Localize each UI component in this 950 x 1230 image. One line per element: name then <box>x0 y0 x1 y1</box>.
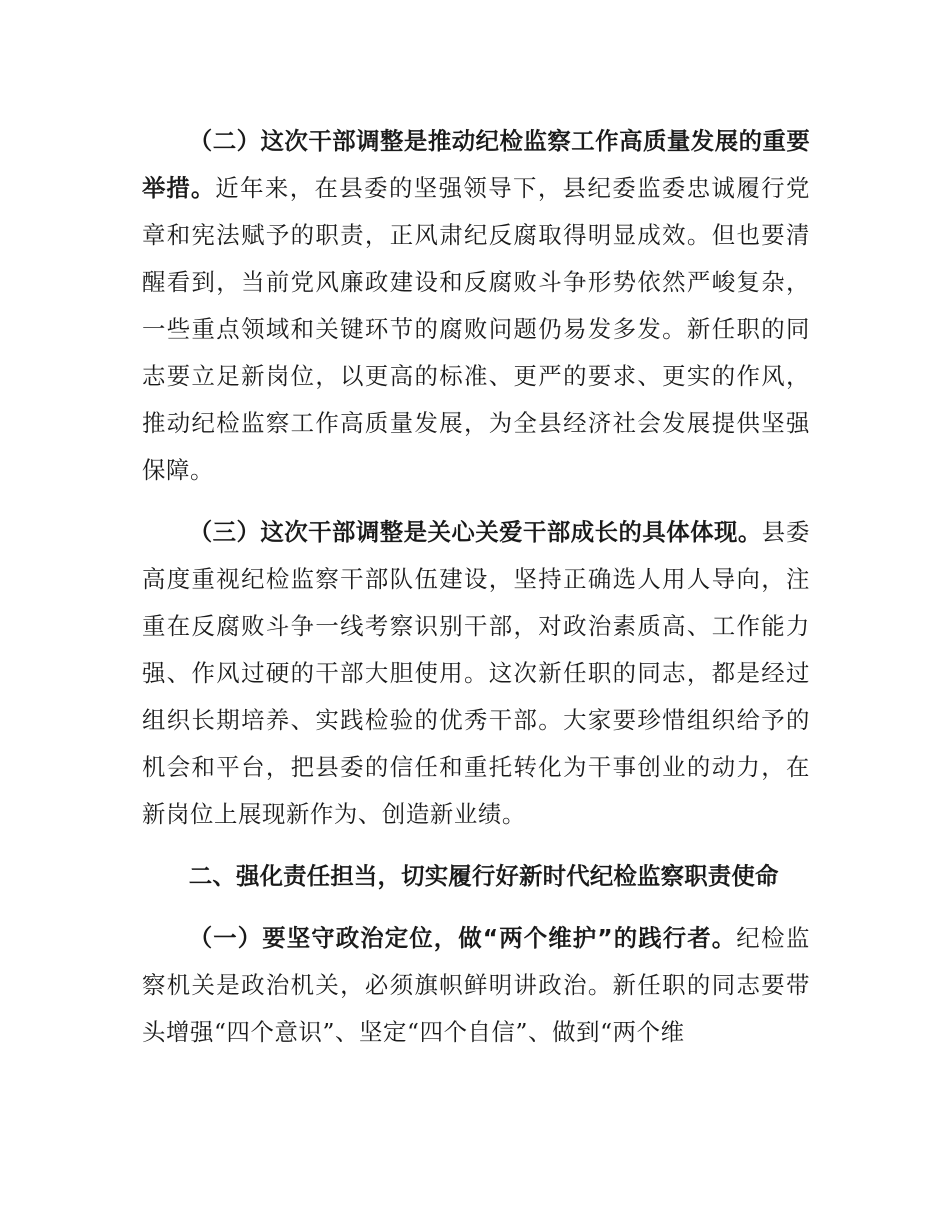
paragraph-lead: （一）要坚守政治定位，做“两个维护”的践行者。 <box>188 924 737 952</box>
document-body <box>142 118 810 1056</box>
section-heading: 二、强化责任担当，切实履行好新时代纪检监察职责使命 <box>188 862 779 890</box>
paragraph-lead: （二）这次干部调整是推动纪检监察工作高质量发展的重要举措。 <box>142 127 810 202</box>
paragraph-political-positioning <box>142 915 810 1056</box>
paragraph-body: 近年来，在县委的坚强领导下，县纪委监委忠诚履行党章和宪法赋予的职责，正风肃纪反腐取得明显成效。但也要清醒看到，当前党风廉政建设和反腐败斗争形势依然严峻复杂，一些重点领域和关键环节的腐败问题仍易发多发。新任职的同志要立足新岗位，以更高的标准、更严的要求、更实的作风，推动纪检监察工作高质量发展，为全县经济社会发展提供坚强保障。 <box>142 174 810 484</box>
paragraph-cadre-adjustment-quality <box>142 118 810 494</box>
paragraph-lead: （三）这次干部调整是关心关爱干部成长的具体体现。 <box>188 518 762 546</box>
paragraph-cadre-care-growth <box>142 509 810 838</box>
paragraph-body: 县委高度重视纪检监察干部队伍建设，坚持正确选人用人导向，注重在反腐败斗争一线考察识别干部，对政治素质高、工作能力强、作风过硬的干部大胆使用。这次新任职的同志，都是经过组织长期培养、实践检验的优秀干部。大家要珍惜组织给予的机会和平台，把县委的信任和重托转化为干事创业的动力，在新岗位上展现新作为、创造新业绩。 <box>142 518 810 828</box>
paragraph-body: 纪检监察机关是政治机关，必须旗帜鲜明讲政治。新任职的同志要带头增强“四个意识”、坚定“四个自信”、做到“两个维 <box>142 924 810 1046</box>
